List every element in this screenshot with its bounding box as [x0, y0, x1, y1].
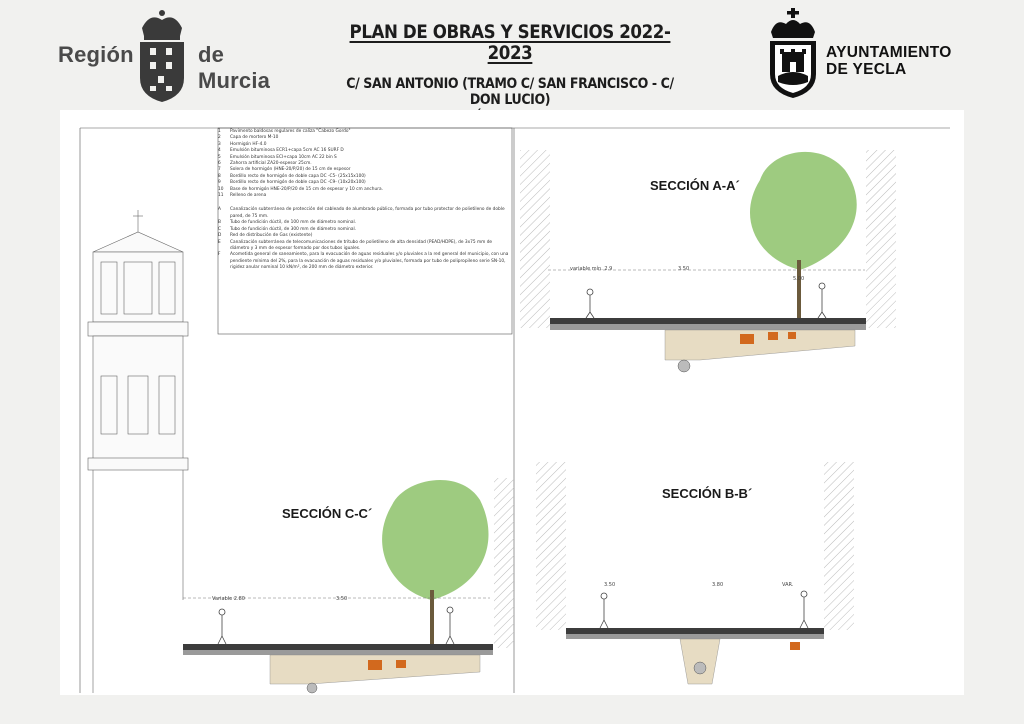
legend-item-number: 4 — [218, 148, 221, 154]
page-title: PLAN DE OBRAS Y SERVICIOS 2022-2023 — [349, 22, 671, 64]
dim-a-variable: variable mín. 2.9 — [570, 266, 613, 272]
legend-item-number: 5 — [218, 154, 221, 160]
legend-item-text: Red de distribución de Gas (existente) — [230, 233, 313, 239]
legend-item-number: C — [218, 226, 222, 232]
legend-item-number: A — [218, 207, 221, 213]
legend-item-text: Tubo de fundición dúctil, de 100 mm de diámetro nominal. — [230, 220, 357, 226]
legend-item-number: 3 — [218, 141, 221, 147]
legend-materials-list — [218, 129, 510, 199]
legend-item-text: Tubo de fundición dúctil, de 300 mm de diámetro nominal. — [230, 226, 357, 232]
legend-item-text: Base de hormigón HNE-20/P/20 de 15 cm de espesor y 10 cm anchura. — [230, 186, 383, 192]
legend-item-number: 2 — [218, 135, 221, 141]
legend-item-text: Relleno de arena — [230, 193, 267, 199]
region-word-left: Región — [58, 42, 134, 67]
legend-item-number: F — [218, 252, 221, 258]
legend-item-number: 9 — [218, 180, 221, 186]
section-c-label: SECCIÓN C-C´ — [282, 506, 373, 521]
ayto-line-1: AYUNTAMIENTO — [826, 44, 952, 61]
legend-item — [218, 252, 510, 271]
dim-b-right: VAR. — [782, 582, 794, 588]
legend-item-number: 1 — [218, 129, 221, 134]
dim-a-right: 5.00 — [793, 276, 805, 282]
dim-c-mid: 3.50 — [336, 596, 348, 602]
legend-item-text: Emulsión bituminosa ECR1+capa 5cm AC 16 SURF D — [230, 148, 344, 154]
street-subtitle: C/ SAN ANTONIO (TRAMO C/ SAN FRANCISCO - C/ DON LUCIO) — [346, 76, 674, 108]
legend-item-text: Canalización subterránea de protección del cableado de alumbrado público, formada por tubo protector de polietileno de doble pared, de 75 mm. — [230, 207, 505, 219]
legend-item-text: Acometida general de saneamiento, para la evacuación de aguas residuales y/o pluviales a la red general del municipio, con una pendiente mínima del 2%, para la evacuación de aguas residuales y/o pluviales, formada por tubo de polipropileno serie SN-10, rigidez anular nominal 10 kN/m², de 200 mm de diámetro exterior. — [230, 252, 509, 271]
dim-c-left: Variable 2.80 — [212, 596, 245, 602]
legend-item-number: 6 — [218, 161, 221, 167]
section-b-label: SECCIÓN B-B´ — [662, 486, 753, 501]
dim-b-left: 3.50 — [604, 582, 616, 588]
legend-item-text: Bordillo recto de hormigón de doble capa DC -C9- (10x20x100) — [230, 180, 366, 186]
materials-legend — [218, 129, 510, 334]
legend-item-number: 7 — [218, 167, 221, 173]
legend-item-text: Bordillo recto de hormigón de doble capa DC -C5- (25x15x100) — [230, 173, 366, 179]
dim-a-mid: 3.50 — [678, 266, 690, 272]
legend-item-text: Pavimento baldosas regulares de caliza "Cabezo Gordo" — [230, 129, 351, 134]
legend-item-text: Zahorra artificial ZA20-espesor 25cm. — [230, 161, 312, 167]
legend-item-number: 8 — [218, 173, 221, 179]
legend-item — [218, 207, 510, 220]
legend-services-list — [218, 207, 510, 271]
legend-item-number: 10 — [218, 186, 224, 192]
legend-item-text: Solera de hormigón (HNE-20/P/20) de 15 cm de espesor — [230, 167, 351, 173]
legend-item-number: B — [218, 220, 221, 226]
ayto-line-2: DE YECLA — [826, 61, 907, 78]
legend-item-number: D — [218, 233, 222, 239]
church-tower-elevation — [88, 210, 188, 693]
legend-item-text: Emulsión bituminosa ECI+capa 10cm AC 22 bin S — [230, 154, 337, 160]
legend-item-text: Hormigón HF-4.0 — [230, 141, 267, 147]
dim-b-mid: 3.80 — [712, 582, 724, 588]
legend-item-text: Capa de mortero M-10 — [230, 135, 279, 141]
region-word-right: de Murcia — [198, 42, 271, 93]
legend-item-text: Canalización subterránea de telecomunicaciones de tritubo de polietileno de alta densidad (PEAD/HDPE), de 3x75 mm de diámetro y 3 mm de espesor formado por dos tubos iguales. — [230, 239, 493, 251]
legend-item — [218, 240, 510, 253]
legend-item-number: 11 — [218, 193, 224, 199]
section-a-label: SECCIÓN A-A´ — [650, 178, 740, 193]
legend-item-number: E — [218, 239, 221, 245]
